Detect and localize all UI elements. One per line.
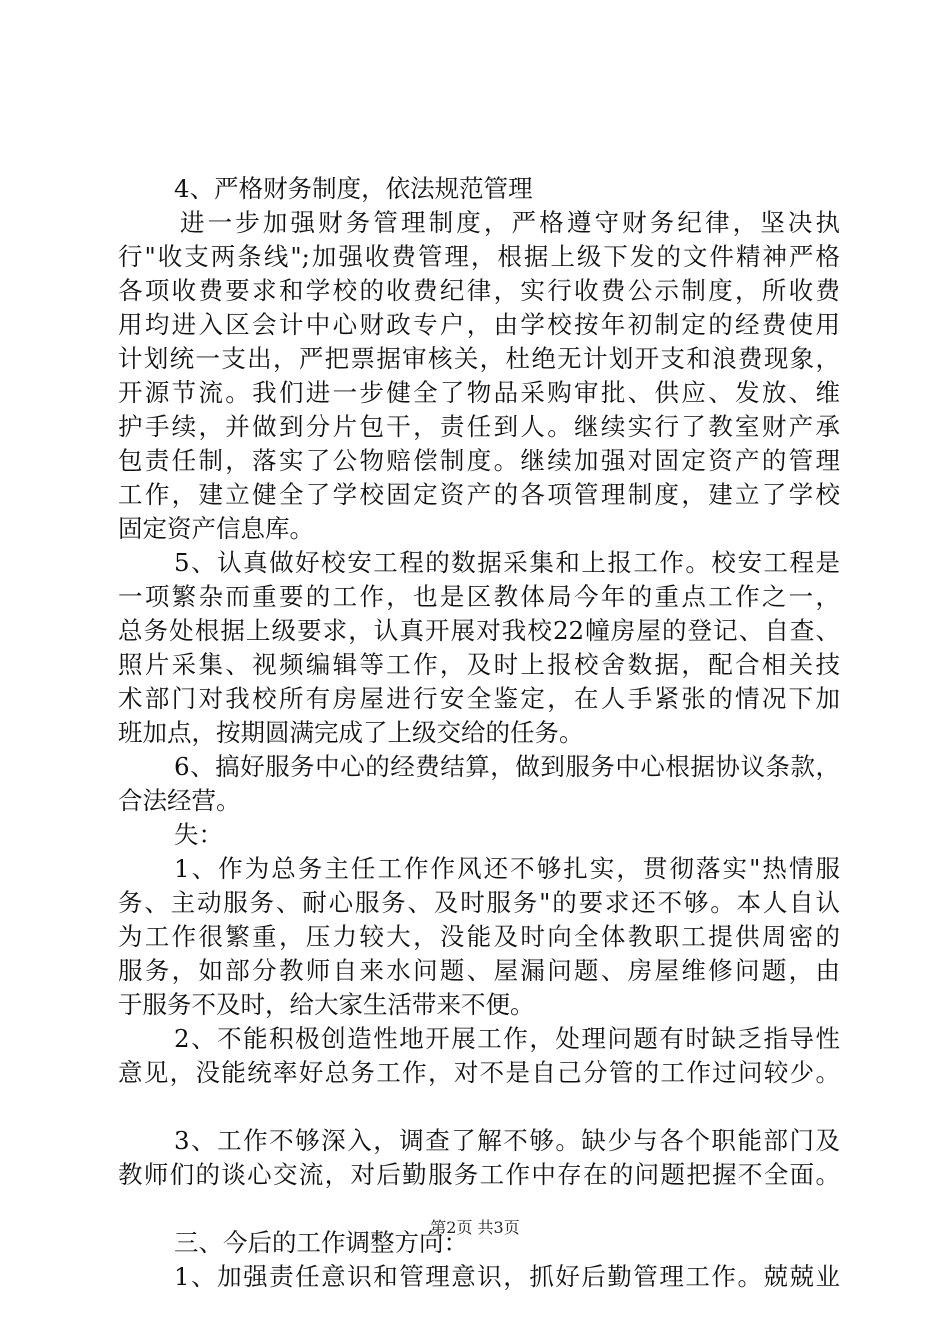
- section-label-shortcomings: 失：: [174, 820, 223, 849]
- paragraph-line: 为工作很繁重，压力较大，没能及时向全体教职工提供周密的: [118, 922, 840, 951]
- paragraph-line: 术部门对我校所有房屋进行安全鉴定，在人手紧张的情况下加: [118, 684, 840, 713]
- paragraph-line: 固定资产信息库。: [118, 514, 314, 543]
- page-number-footer: 第2页 共3页: [430, 1218, 520, 1237]
- blank-line: [118, 1090, 840, 1124]
- heading-finance-rules: 4、严格财务制度，依法规范管理: [174, 174, 533, 203]
- paragraph-line: 5、认真做好校安工程的数据采集和上报工作。校安工程是: [174, 548, 840, 577]
- paragraph-line: 护手续，并做到分片包干，责任到人。继续实行了教室财产承: [118, 412, 840, 441]
- paragraph-line: 务、主动服务、耐心服务、及时服务"的要求还不够。本人自认: [118, 888, 840, 917]
- paragraph-line: 2、不能积极创造性地开展工作，处理问题有时缺乏指导性: [174, 1024, 840, 1053]
- paragraph-line: 意见，没能统率好总务工作，对不是自己分管的工作过问较少。: [118, 1058, 840, 1087]
- paragraph-line: 3、工作不够深入，调查了解不够。缺少与各个职能部门及: [174, 1126, 840, 1155]
- paragraph-line: 行"收支两条线";加强收费管理，根据上级下发的文件精神严格: [118, 242, 840, 271]
- section-heading-future-adjustments: 三、今后的工作调整方向：: [174, 1228, 468, 1257]
- paragraph-line: 计划统一支出，严把票据审核关，杜绝无计划开支和浪费现象，: [118, 344, 840, 373]
- paragraph-line: 开源节流。我们进一步健全了物品采购审批、供应、发放、维: [118, 378, 840, 407]
- paragraph-line: 照片采集、视频编辑等工作，及时上报校舍数据，配合相关技: [118, 650, 840, 679]
- paragraph-line: 合法经营。: [118, 786, 241, 815]
- paragraph-line: 1、加强责任意识和管理意识，抓好后勤管理工作。兢兢业: [174, 1262, 840, 1291]
- paragraph-line: 6、搞好服务中心的经费结算，做到服务中心根据协议条款，: [174, 752, 840, 781]
- paragraph-line: 总务处根据上级要求，认真开展对我校22幢房屋的登记、自查、: [118, 616, 840, 645]
- paragraph-line: 1、作为总务主任工作作风还不够扎实，贯彻落实"热情服: [174, 854, 840, 883]
- paragraph-line: 用均进入区会计中心财政专户，由学校按年初制定的经费使用: [118, 310, 840, 339]
- paragraph-line: 班加点，按期圆满完成了上级交给的任务。: [118, 718, 584, 747]
- paragraph-line: 于服务不及时，给大家生活带来不便。: [118, 990, 535, 1019]
- paragraph-line: 进一步加强财务管理制度，严格遵守财务纪律，坚决执: [180, 208, 840, 237]
- paragraph-line: 教师们的谈心交流，对后勤服务工作中存在的问题把握不全面。: [118, 1160, 840, 1189]
- paragraph-line: 一项繁杂而重要的工作，也是区教体局今年的重点工作之一，: [118, 582, 840, 611]
- paragraph-line: 服务，如部分教师自来水问题、屋漏问题、房屋维修问题，由: [118, 956, 840, 985]
- document-body: [118, 172, 840, 1294]
- paragraph-line: 各项收费要求和学校的收费纪律，实行收费公示制度，所收费: [118, 276, 840, 305]
- paragraph-line: 包责任制，落实了公物赔偿制度。继续加强对固定资产的管理: [118, 446, 840, 475]
- paragraph-line: 工作，建立健全了学校固定资产的各项管理制度，建立了学校: [118, 480, 840, 509]
